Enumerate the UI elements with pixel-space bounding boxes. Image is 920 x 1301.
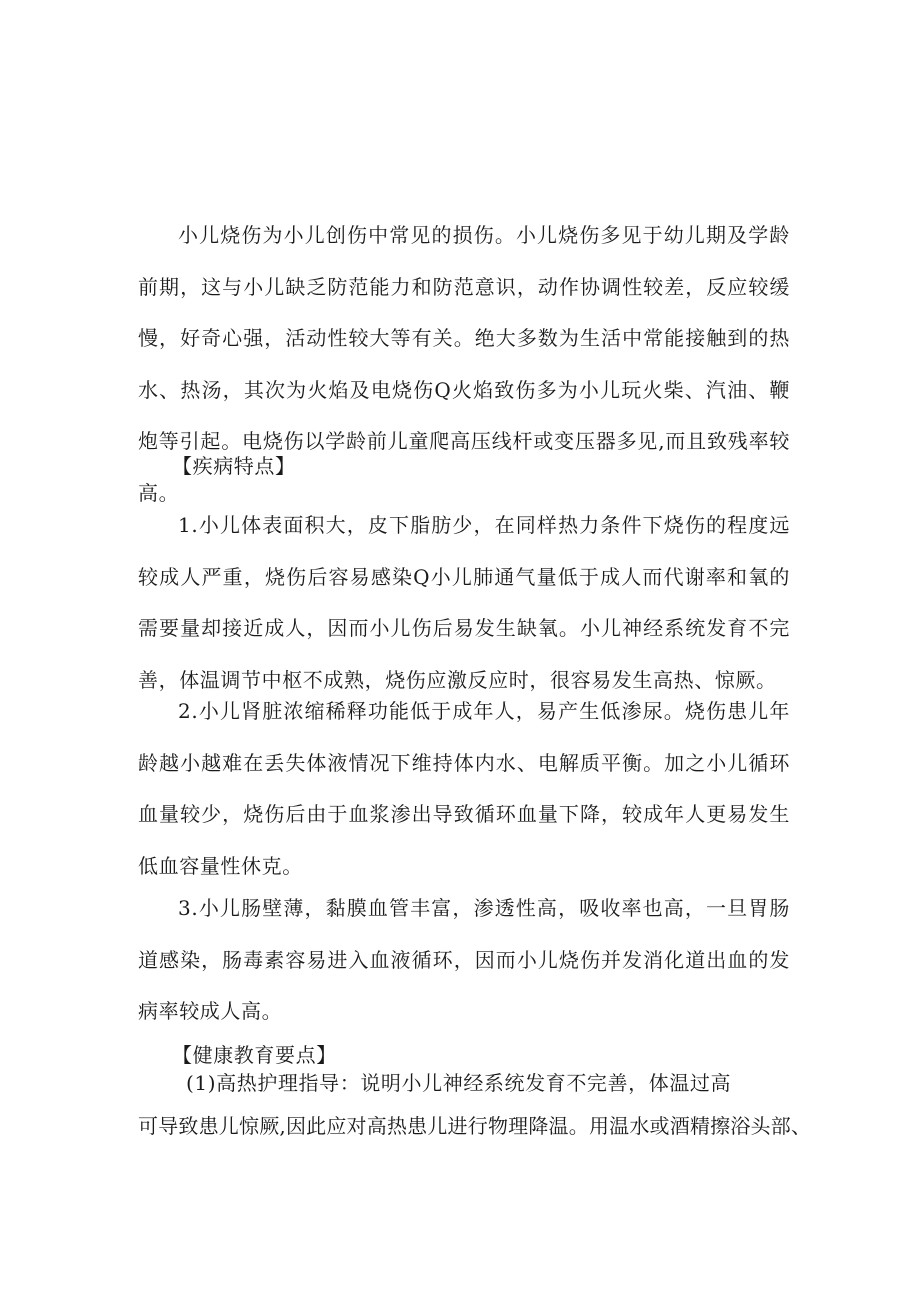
intro-paragraph: 小儿烧伤为小儿创伤中常见的损伤。小儿烧伤多见于幼儿期及学龄前期，这与小儿缺乏防范能力和防范意识，动作协调性较差，反应较缓慢，好奇心强，活动性较大等有关。绝大多数为生活中常能接触到的热水、热汤，其次为火焰及电烧伤Q火焰致伤多为小儿玩火柴、汽油、鞭炮等引起。电烧伤以学龄前儿童爬高压线杆或变压器多见,而且致残率较高。: [138, 223, 790, 505]
disease-features-heading: 【疾病特点】: [172, 454, 296, 478]
point-1-paragraph: 1.小儿体表面积大，皮下脂肪少，在同样热力条件下烧伤的程度远较成人严重，烧伤后容易感染Q小儿肺通气量低于成人而代谢率和氧的需要量却接近成人，因而小儿伤后易发生缺氧。小儿神经系统发育不完善，体温调节中枢不成熟，烧伤应激反应时，很容易发生高热、惊厥。: [138, 513, 790, 692]
point-2-paragraph: 2.小儿肾脏浓缩稀释功能低于成年人，易产生低渗尿。烧伤患儿年龄越小越难在丢失体液情况下维持体内水、电解质平衡。加之小儿循环血量较少，烧伤后由于血浆渗出导致循环血量下降，较成年人更易发生低血容量性休克。: [138, 699, 790, 878]
health-education-heading: 【健康教育要点】: [172, 1043, 337, 1067]
fever-care-item-line-1: (1)高热护理指导：说明小儿神经系统发育不完善，体温过高: [186, 1071, 732, 1095]
point-3-paragraph: 3.小儿肠壁薄，黏膜血管丰富，渗透性高，吸收率也高，一旦胃肠道感染，肠毒素容易进入血液循环，因而小儿烧伤并发消化道出血的发病率较成人高。: [138, 896, 790, 1023]
fever-care-item-line-2: 可导致患儿惊厥,因此应对高热患儿进行物理降温。用温水或酒精擦浴头部、: [138, 1114, 812, 1138]
